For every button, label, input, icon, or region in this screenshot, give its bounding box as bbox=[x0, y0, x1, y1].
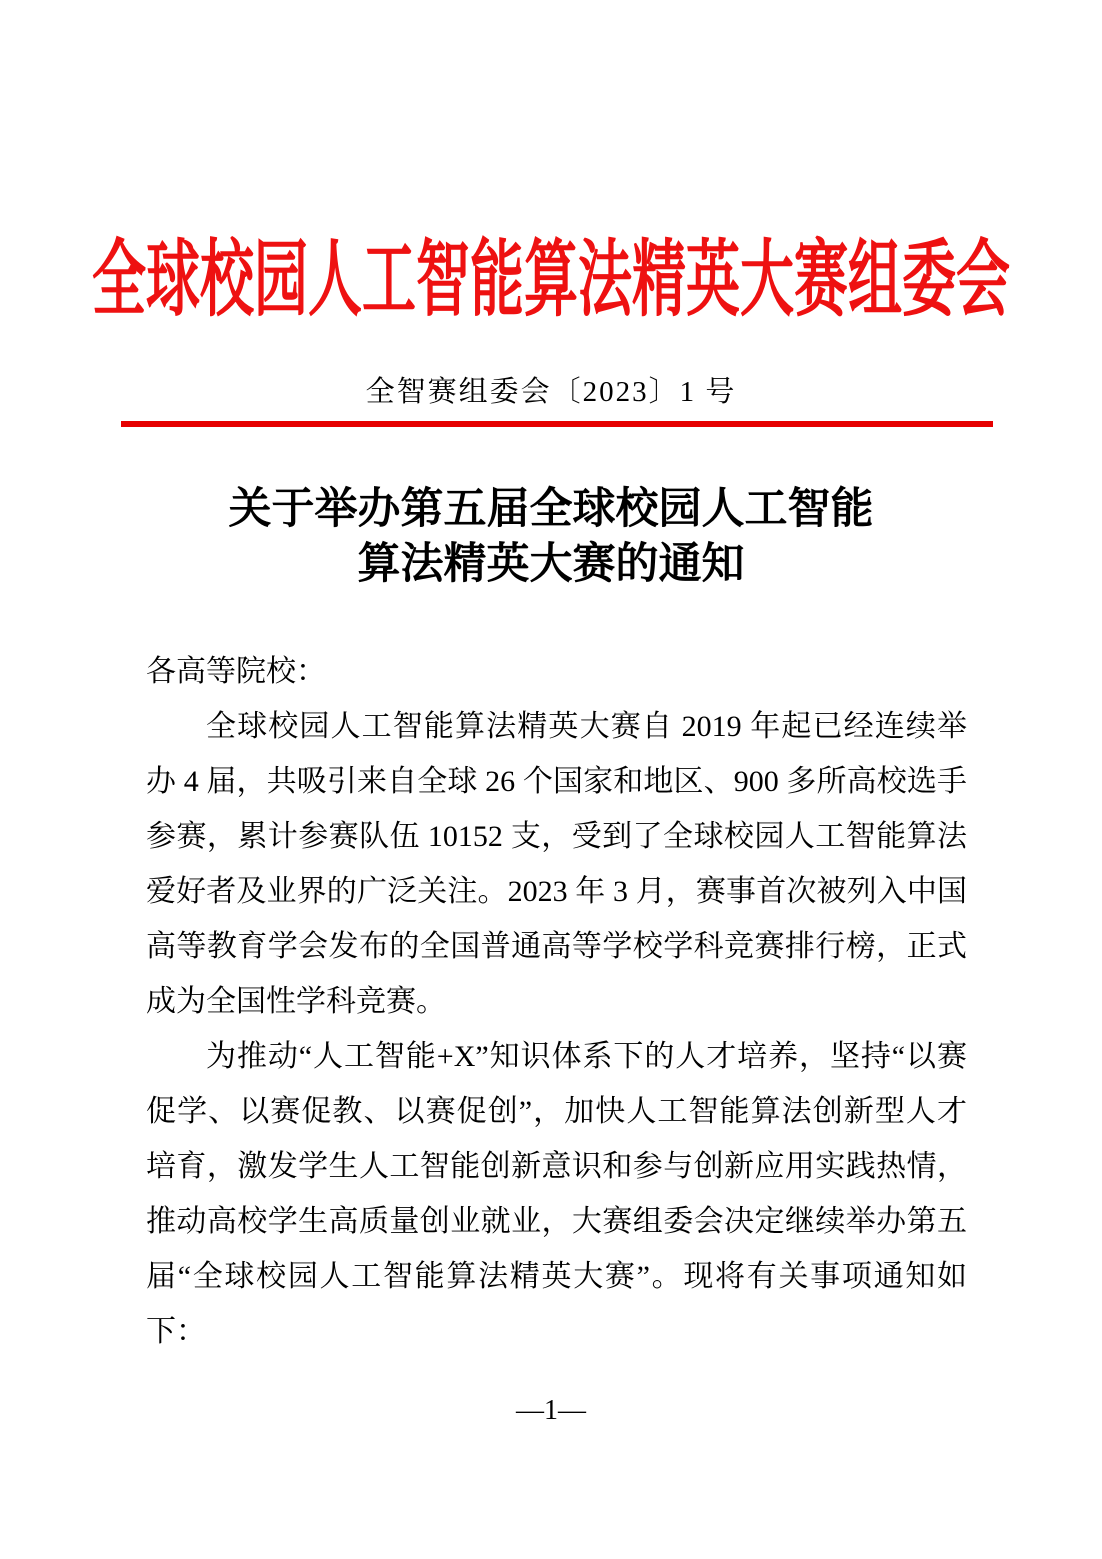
notice-body bbox=[146, 644, 967, 1359]
notice-title-line-1: 关于举办第五届全球校园人工智能 bbox=[228, 486, 874, 533]
paragraph-2: 为推动“人工智能+X”知识体系下的人才培养，坚持“以赛促学、以赛促教、以赛促创”，加快人工智能算法创新型人才培育，激发学生人工智能创新意识和参与创新应用实践热情，推动高校学生高质量创业就业，大赛组委会决定继续举办第五届“全球校园人工智能算法精英大赛”。现将有关事项通知如下： bbox=[146, 1040, 967, 1348]
paragraph-1: 全球校园人工智能算法精英大赛自 2019 年起已经连续举办 4 届，共吸引来自全球 26 个国家和地区、900 多所高校选手参赛，累计参赛队伍 10152 支，受到了全球校园人工智能算法爱好者及业界的广泛关注。2023 年 3 月，赛事首次被列入中国高等教育学会发布的全国普通高等学校学科竞赛排行榜，正式成为全国性学科竞赛。 bbox=[146, 710, 967, 1018]
org-title: 全球校园人工智能算法精英大赛组委会 bbox=[92, 233, 1010, 327]
doc-number: 全智赛组委会〔2023〕1 号 bbox=[365, 376, 737, 408]
notice-title bbox=[0, 482, 1102, 592]
red-divider bbox=[121, 421, 993, 427]
notice-title-line-2: 算法精英大赛的通知 bbox=[357, 541, 745, 588]
letterhead bbox=[0, 233, 1102, 327]
page-number: —1— bbox=[516, 1395, 586, 1426]
salutation: 各高等院校： bbox=[146, 655, 326, 688]
